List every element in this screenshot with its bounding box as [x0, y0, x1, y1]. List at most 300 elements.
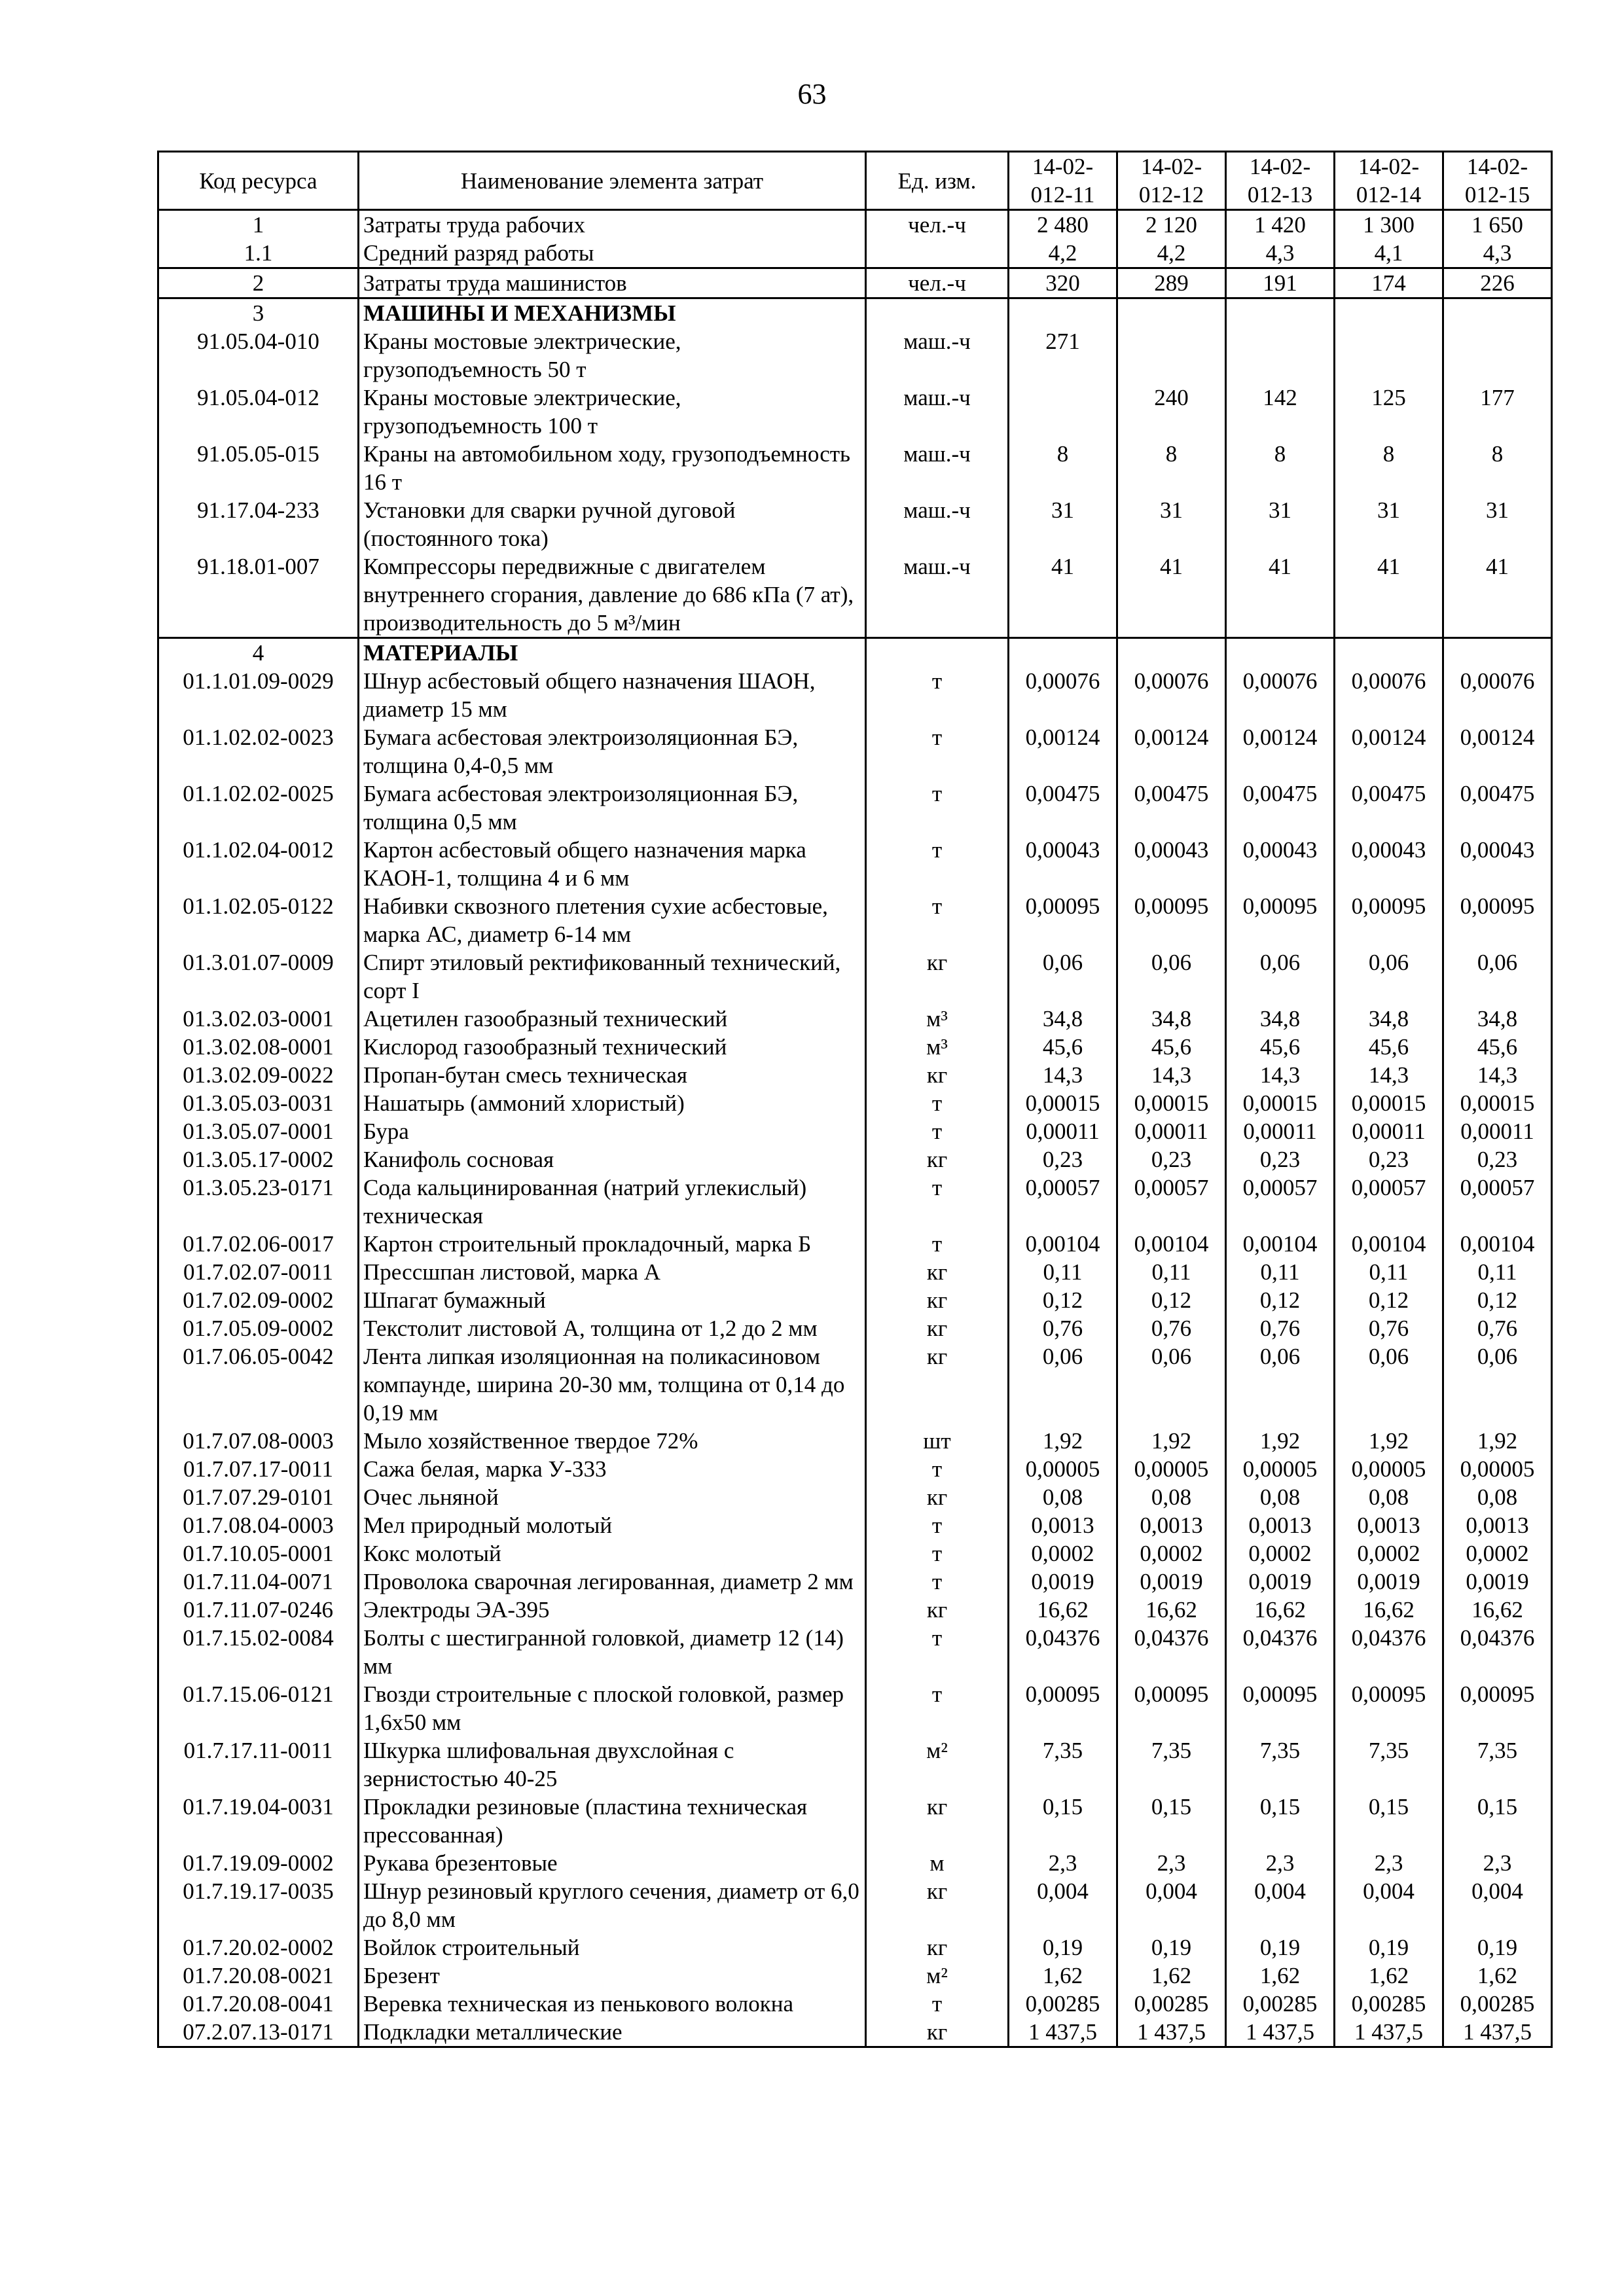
value-cell: 0,12 — [1335, 1286, 1443, 1314]
resource-name: Электроды ЭА-395 — [359, 1596, 866, 1624]
resource-unit: кг — [866, 1933, 1009, 1962]
resource-name: Бумага асбестовая электроизоляционная БЭ, толщина 0,4-0,5 мм — [359, 723, 866, 780]
table-row — [158, 1145, 1552, 1174]
value-cell: 4,3 — [1226, 239, 1335, 268]
resource-unit: маш.-ч — [866, 384, 1009, 440]
resource-name: Шкурка шлифовальная двухслойная с зернистостью 40-25 — [359, 1736, 866, 1793]
value-cell: 0,19 — [1335, 1933, 1443, 1962]
value-cell: 16,62 — [1335, 1596, 1443, 1624]
value-cell: 45,6 — [1117, 1033, 1226, 1061]
resource-unit: т — [866, 1624, 1009, 1680]
table-row — [158, 1933, 1552, 1962]
table-row — [158, 496, 1552, 552]
value-cell: 0,76 — [1226, 1314, 1335, 1342]
value-cell: 0,00057 — [1117, 1174, 1226, 1230]
value-cell: 4,2 — [1009, 239, 1117, 268]
resource-name: Проволока сварочная легированная, диаметр 2 мм — [359, 1568, 866, 1596]
value-cell: 1 650 — [1443, 210, 1552, 240]
resource-unit: чел.-ч — [866, 210, 1009, 240]
resource-code: 01.7.11.04-0071 — [158, 1568, 359, 1596]
resource-code: 01.7.07.08-0003 — [158, 1427, 359, 1455]
value-cell: 8 — [1117, 440, 1226, 496]
resource-code: 01.7.17.11-0011 — [158, 1736, 359, 1793]
value-cell — [1443, 638, 1552, 668]
table-row — [158, 1314, 1552, 1342]
value-cell: 0,00095 — [1226, 892, 1335, 948]
value-cell: 0,00005 — [1117, 1455, 1226, 1483]
resource-unit: кг — [866, 1483, 1009, 1511]
resource-unit: маш.-ч — [866, 496, 1009, 552]
value-cell: 0,00095 — [1009, 1680, 1117, 1736]
value-cell: 34,8 — [1443, 1005, 1552, 1033]
resource-unit: м³ — [866, 1005, 1009, 1033]
value-cell: 1,62 — [1226, 1962, 1335, 1990]
resource-unit: кг — [866, 1061, 1009, 1089]
resource-name: Шнур резиновый круглого сечения, диаметр от 6,0 до 8,0 мм — [359, 1877, 866, 1933]
value-cell: 34,8 — [1117, 1005, 1226, 1033]
value-cell: 1,92 — [1117, 1427, 1226, 1455]
table-row — [158, 1427, 1552, 1455]
value-cell: 0,00104 — [1335, 1230, 1443, 1258]
value-cell: 0,00104 — [1009, 1230, 1117, 1258]
value-cell — [1226, 327, 1335, 384]
value-cell: 2 480 — [1009, 210, 1117, 240]
value-cell: 0,00475 — [1009, 780, 1117, 836]
resource-name: Краны мостовые электрические, грузоподъемность 50 т — [359, 327, 866, 384]
value-cell: 2,3 — [1226, 1849, 1335, 1877]
resource-unit: т — [866, 1680, 1009, 1736]
value-cell: 2,3 — [1117, 1849, 1226, 1877]
value-cell: 0,00124 — [1009, 723, 1117, 780]
resource-name: Компрессоры передвижные с двигателем внутреннего сгорания, давление до 686 кПа (7 ат), производительность до 5 м³/мин — [359, 552, 866, 638]
resource-unit: кг — [866, 2018, 1009, 2047]
header-column-3: 14-02-012-13 — [1226, 152, 1335, 210]
value-cell: 1 437,5 — [1335, 2018, 1443, 2047]
value-cell: 0,04376 — [1443, 1624, 1552, 1680]
table-row — [158, 1962, 1552, 1990]
resource-unit: кг — [866, 1342, 1009, 1427]
resource-name: Прессшпан листовой, марка А — [359, 1258, 866, 1286]
value-cell: 0,00011 — [1117, 1117, 1226, 1145]
value-cell: 0,00124 — [1335, 723, 1443, 780]
value-cell: 0,00095 — [1335, 892, 1443, 948]
resource-code: 01.7.07.17-0011 — [158, 1455, 359, 1483]
value-cell: 0,23 — [1335, 1145, 1443, 1174]
value-cell: 14,3 — [1117, 1061, 1226, 1089]
resource-unit: т — [866, 1174, 1009, 1230]
value-cell: 0,00285 — [1443, 1990, 1552, 2018]
resource-name: Шпагат бумажный — [359, 1286, 866, 1314]
resource-code: 01.7.02.06-0017 — [158, 1230, 359, 1258]
table-row — [158, 1568, 1552, 1596]
value-cell: 0,00005 — [1009, 1455, 1117, 1483]
value-cell: 4,2 — [1117, 239, 1226, 268]
resource-code: 01.1.02.05-0122 — [158, 892, 359, 948]
resource-code: 91.18.01-007 — [158, 552, 359, 638]
resource-unit: т — [866, 667, 1009, 723]
value-cell — [1443, 298, 1552, 328]
resource-name: Спирт этиловый ректификованный технический, сорт I — [359, 948, 866, 1005]
value-cell: 0,04376 — [1009, 1624, 1117, 1680]
value-cell: 0,0019 — [1226, 1568, 1335, 1596]
table-row — [158, 1736, 1552, 1793]
value-cell: 0,00095 — [1443, 892, 1552, 948]
resource-unit: т — [866, 780, 1009, 836]
table-row — [158, 1624, 1552, 1680]
value-cell: 1 437,5 — [1117, 2018, 1226, 2047]
value-cell: 0,00057 — [1443, 1174, 1552, 1230]
value-cell: 0,00043 — [1226, 836, 1335, 892]
value-cell: 0,00015 — [1443, 1089, 1552, 1117]
value-cell: 0,0019 — [1443, 1568, 1552, 1596]
value-cell: 2,3 — [1443, 1849, 1552, 1877]
resource-name: Мыло хозяйственное твердое 72% — [359, 1427, 866, 1455]
resource-unit: чел.-ч — [866, 268, 1009, 298]
value-cell — [1226, 638, 1335, 668]
value-cell: 0,00015 — [1226, 1089, 1335, 1117]
value-cell: 2,3 — [1009, 1849, 1117, 1877]
value-cell: 0,0002 — [1009, 1539, 1117, 1568]
resource-name: Кислород газообразный технический — [359, 1033, 866, 1061]
value-cell: 0,00076 — [1009, 667, 1117, 723]
value-cell: 0,76 — [1009, 1314, 1117, 1342]
resource-name: Краны мостовые электрические, грузоподъемность 100 т — [359, 384, 866, 440]
value-cell: 1,92 — [1335, 1427, 1443, 1455]
value-cell: 0,11 — [1335, 1258, 1443, 1286]
resource-name: Канифоль сосновая — [359, 1145, 866, 1174]
value-cell: 0,0002 — [1117, 1539, 1226, 1568]
resource-code: 01.3.02.08-0001 — [158, 1033, 359, 1061]
table-row — [158, 1089, 1552, 1117]
header-column-2: 14-02-012-12 — [1117, 152, 1226, 210]
value-cell: 0,0013 — [1117, 1511, 1226, 1539]
value-cell: 7,35 — [1226, 1736, 1335, 1793]
value-cell: 0,00076 — [1117, 667, 1226, 723]
table-body — [158, 210, 1552, 2047]
header-column-1: 14-02-012-11 — [1009, 152, 1117, 210]
value-cell: 1 437,5 — [1443, 2018, 1552, 2047]
resource-code: 01.7.19.17-0035 — [158, 1877, 359, 1933]
resource-code: 01.3.05.03-0031 — [158, 1089, 359, 1117]
value-cell: 41 — [1226, 552, 1335, 638]
resource-unit: кг — [866, 948, 1009, 1005]
value-cell: 0,00285 — [1117, 1990, 1226, 2018]
table-row — [158, 384, 1552, 440]
value-cell: 0,00011 — [1226, 1117, 1335, 1145]
value-cell: 0,00005 — [1335, 1455, 1443, 1483]
value-cell: 0,23 — [1117, 1145, 1226, 1174]
value-cell: 0,00043 — [1443, 836, 1552, 892]
resource-unit: т — [866, 892, 1009, 948]
value-cell: 0,004 — [1443, 1877, 1552, 1933]
value-cell: 1,62 — [1443, 1962, 1552, 1990]
value-cell: 226 — [1443, 268, 1552, 298]
value-cell: 34,8 — [1226, 1005, 1335, 1033]
table-row — [158, 1286, 1552, 1314]
resource-unit: м² — [866, 1962, 1009, 1990]
value-cell: 45,6 — [1226, 1033, 1335, 1061]
resource-code: 01.3.02.03-0001 — [158, 1005, 359, 1033]
value-cell: 0,0013 — [1443, 1511, 1552, 1539]
value-cell: 0,00124 — [1443, 723, 1552, 780]
value-cell: 0,0019 — [1335, 1568, 1443, 1596]
value-cell: 14,3 — [1443, 1061, 1552, 1089]
value-cell: 0,06 — [1335, 948, 1443, 1005]
value-cell: 0,06 — [1335, 1342, 1443, 1427]
value-cell: 1,92 — [1009, 1427, 1117, 1455]
resource-unit: шт — [866, 1427, 1009, 1455]
table-row — [158, 1680, 1552, 1736]
resource-unit: т — [866, 1568, 1009, 1596]
value-cell: 31 — [1117, 496, 1226, 552]
value-cell — [1117, 327, 1226, 384]
resource-code: 01.7.07.29-0101 — [158, 1483, 359, 1511]
resource-unit: м² — [866, 1736, 1009, 1793]
value-cell: 0,00095 — [1117, 892, 1226, 948]
value-cell: 1,92 — [1443, 1427, 1552, 1455]
value-cell: 0,0019 — [1009, 1568, 1117, 1596]
value-cell: 240 — [1117, 384, 1226, 440]
table-row — [158, 1877, 1552, 1933]
table-row — [158, 1342, 1552, 1427]
table-row — [158, 1849, 1552, 1877]
resource-code: 01.7.19.09-0002 — [158, 1849, 359, 1877]
resource-code: 01.7.19.04-0031 — [158, 1793, 359, 1849]
resource-code: 01.7.08.04-0003 — [158, 1511, 359, 1539]
table-row — [158, 948, 1552, 1005]
resource-unit: т — [866, 836, 1009, 892]
resource-unit — [866, 638, 1009, 668]
resource-code: 91.05.04-012 — [158, 384, 359, 440]
resource-name: Бумага асбестовая электроизоляционная БЭ, толщина 0,5 мм — [359, 780, 866, 836]
value-cell — [1117, 298, 1226, 328]
value-cell: 0,004 — [1226, 1877, 1335, 1933]
value-cell: 0,00095 — [1335, 1680, 1443, 1736]
resource-code: 01.7.20.02-0002 — [158, 1933, 359, 1962]
resource-code: 4 — [158, 638, 359, 668]
resource-name: Пропан-бутан смесь техническая — [359, 1061, 866, 1089]
resource-name: Мел природный молотый — [359, 1511, 866, 1539]
resource-unit: т — [866, 1511, 1009, 1539]
table-row — [158, 1793, 1552, 1849]
resource-name: Подкладки металлические — [359, 2018, 866, 2047]
value-cell: 16,62 — [1009, 1596, 1117, 1624]
value-cell: 7,35 — [1443, 1736, 1552, 1793]
value-cell: 8 — [1335, 440, 1443, 496]
value-cell: 0,11 — [1443, 1258, 1552, 1286]
value-cell: 0,0013 — [1009, 1511, 1117, 1539]
value-cell: 0,76 — [1117, 1314, 1226, 1342]
table-header — [158, 152, 1552, 210]
value-cell: 0,15 — [1335, 1793, 1443, 1849]
value-cell — [1009, 384, 1117, 440]
value-cell: 34,8 — [1335, 1005, 1443, 1033]
table-row — [158, 1005, 1552, 1033]
table-row — [158, 1258, 1552, 1286]
value-cell: 2,3 — [1335, 1849, 1443, 1877]
table-row — [158, 1117, 1552, 1145]
table-row — [158, 327, 1552, 384]
value-cell: 16,62 — [1443, 1596, 1552, 1624]
resource-code: 01.3.05.23-0171 — [158, 1174, 359, 1230]
resource-code: 91.17.04-233 — [158, 496, 359, 552]
value-cell: 0,15 — [1009, 1793, 1117, 1849]
value-cell: 0,0002 — [1226, 1539, 1335, 1568]
resource-code: 01.1.02.02-0023 — [158, 723, 359, 780]
value-cell: 0,19 — [1443, 1933, 1552, 1962]
resource-unit: кг — [866, 1793, 1009, 1849]
value-cell: 45,6 — [1335, 1033, 1443, 1061]
resource-code: 01.3.02.09-0022 — [158, 1061, 359, 1089]
value-cell: 0,00285 — [1335, 1990, 1443, 2018]
resource-name: Затраты труда рабочих — [359, 210, 866, 240]
resource-name: МАШИНЫ И МЕХАНИЗМЫ — [359, 298, 866, 328]
value-cell: 31 — [1335, 496, 1443, 552]
table-row — [158, 1483, 1552, 1511]
value-cell: 41 — [1009, 552, 1117, 638]
value-cell: 0,00043 — [1117, 836, 1226, 892]
resource-unit: т — [866, 1455, 1009, 1483]
value-cell: 0,00095 — [1226, 1680, 1335, 1736]
resource-name: Набивки сквозного плетения сухие асбестовые, марка АС, диаметр 6-14 мм — [359, 892, 866, 948]
resource-code: 01.7.10.05-0001 — [158, 1539, 359, 1568]
value-cell: 0,00076 — [1443, 667, 1552, 723]
value-cell: 0,19 — [1226, 1933, 1335, 1962]
resource-unit: т — [866, 1990, 1009, 2018]
value-cell: 0,12 — [1443, 1286, 1552, 1314]
value-cell: 0,00011 — [1335, 1117, 1443, 1145]
value-cell: 0,0013 — [1335, 1511, 1443, 1539]
value-cell: 2 120 — [1117, 210, 1226, 240]
resource-name: Сода кальцинированная (натрий углекислый) техническая — [359, 1174, 866, 1230]
value-cell: 0,0013 — [1226, 1511, 1335, 1539]
value-cell: 0,23 — [1443, 1145, 1552, 1174]
value-cell: 0,04376 — [1117, 1624, 1226, 1680]
value-cell: 0,00475 — [1226, 780, 1335, 836]
resource-unit: кг — [866, 1877, 1009, 1933]
value-cell: 7,35 — [1009, 1736, 1117, 1793]
value-cell: 0,00043 — [1335, 836, 1443, 892]
resource-unit: кг — [866, 1314, 1009, 1342]
header-column-5: 14-02-012-15 — [1443, 152, 1552, 210]
table-row — [158, 552, 1552, 638]
table-row — [158, 1539, 1552, 1568]
table-row — [158, 1033, 1552, 1061]
resource-unit — [866, 239, 1009, 268]
resource-code: 1 — [158, 210, 359, 240]
resource-name: Краны на автомобильном ходу, грузоподъемность 16 т — [359, 440, 866, 496]
table-row — [158, 1174, 1552, 1230]
value-cell: 0,004 — [1335, 1877, 1443, 1933]
value-cell: 31 — [1443, 496, 1552, 552]
value-cell: 0,23 — [1226, 1145, 1335, 1174]
value-cell: 0,23 — [1009, 1145, 1117, 1174]
value-cell: 0,00015 — [1335, 1089, 1443, 1117]
value-cell: 1 300 — [1335, 210, 1443, 240]
value-cell: 0,0002 — [1443, 1539, 1552, 1568]
value-cell: 0,00104 — [1443, 1230, 1552, 1258]
resource-name: Шнур асбестовый общего назначения ШАОН, диаметр 15 мм — [359, 667, 866, 723]
resource-unit: т — [866, 1230, 1009, 1258]
resource-code: 01.1.02.04-0012 — [158, 836, 359, 892]
table-row — [158, 780, 1552, 836]
resource-name: Очес льняной — [359, 1483, 866, 1511]
value-cell: 1 420 — [1226, 210, 1335, 240]
resource-name: Лента липкая изоляционная на поликасиновом компаунде, ширина 20-30 мм, толщина от 0,14 до 0,19 мм — [359, 1342, 866, 1427]
resource-name: Картон строительный прокладочный, марка Б — [359, 1230, 866, 1258]
value-cell: 0,06 — [1226, 948, 1335, 1005]
resource-name: Бура — [359, 1117, 866, 1145]
header-column-4: 14-02-012-14 — [1335, 152, 1443, 210]
header-unit: Ед. изм. — [866, 152, 1009, 210]
value-cell: 34,8 — [1009, 1005, 1117, 1033]
table-row — [158, 2018, 1552, 2047]
value-cell: 0,00076 — [1335, 667, 1443, 723]
table-row — [158, 1990, 1552, 2018]
resource-unit: м — [866, 1849, 1009, 1877]
value-cell: 0,76 — [1443, 1314, 1552, 1342]
value-cell: 0,08 — [1226, 1483, 1335, 1511]
resource-code: 07.2.07.13-0171 — [158, 2018, 359, 2047]
value-cell: 0,00057 — [1009, 1174, 1117, 1230]
table-row — [158, 1455, 1552, 1483]
value-cell: 0,08 — [1117, 1483, 1226, 1511]
header-code: Код ресурса — [158, 152, 359, 210]
value-cell: 0,15 — [1443, 1793, 1552, 1849]
value-cell: 0,06 — [1009, 948, 1117, 1005]
value-cell: 0,08 — [1335, 1483, 1443, 1511]
value-cell: 41 — [1335, 552, 1443, 638]
resource-name: Картон асбестовый общего назначения марка КАОН-1, толщина 4 и 6 мм — [359, 836, 866, 892]
page-number: 63 — [797, 78, 827, 110]
value-cell — [1226, 298, 1335, 328]
resource-name: МАТЕРИАЛЫ — [359, 638, 866, 668]
value-cell: 0,00043 — [1009, 836, 1117, 892]
resource-unit: м³ — [866, 1033, 1009, 1061]
value-cell: 0,00015 — [1117, 1089, 1226, 1117]
value-cell: 1,62 — [1117, 1962, 1226, 1990]
value-cell: 0,12 — [1009, 1286, 1117, 1314]
resource-unit: маш.-ч — [866, 552, 1009, 638]
value-cell: 0,004 — [1009, 1877, 1117, 1933]
value-cell: 41 — [1117, 552, 1226, 638]
resource-name: Веревка техническая из пенькового волокна — [359, 1990, 866, 2018]
resource-name: Текстолит листовой А, толщина от 1,2 до 2 мм — [359, 1314, 866, 1342]
table-row — [158, 298, 1552, 328]
resource-code: 3 — [158, 298, 359, 328]
resource-code: 01.7.05.09-0002 — [158, 1314, 359, 1342]
value-cell: 0,00005 — [1226, 1455, 1335, 1483]
value-cell: 0,0019 — [1117, 1568, 1226, 1596]
value-cell: 0,06 — [1117, 948, 1226, 1005]
resource-code: 01.3.05.07-0001 — [158, 1117, 359, 1145]
value-cell — [1117, 638, 1226, 668]
resource-unit: маш.-ч — [866, 327, 1009, 384]
table-row — [158, 836, 1552, 892]
table-row — [158, 638, 1552, 668]
table-row — [158, 667, 1552, 723]
value-cell: 0,00475 — [1335, 780, 1443, 836]
value-cell — [1335, 327, 1443, 384]
value-cell: 45,6 — [1009, 1033, 1117, 1061]
resource-code: 1.1 — [158, 239, 359, 268]
resource-name: Нашатырь (аммоний хлористый) — [359, 1089, 866, 1117]
resource-unit: т — [866, 1117, 1009, 1145]
resource-unit: кг — [866, 1145, 1009, 1174]
resource-unit: т — [866, 1539, 1009, 1568]
value-cell: 320 — [1009, 268, 1117, 298]
value-cell: 0,06 — [1009, 1342, 1117, 1427]
